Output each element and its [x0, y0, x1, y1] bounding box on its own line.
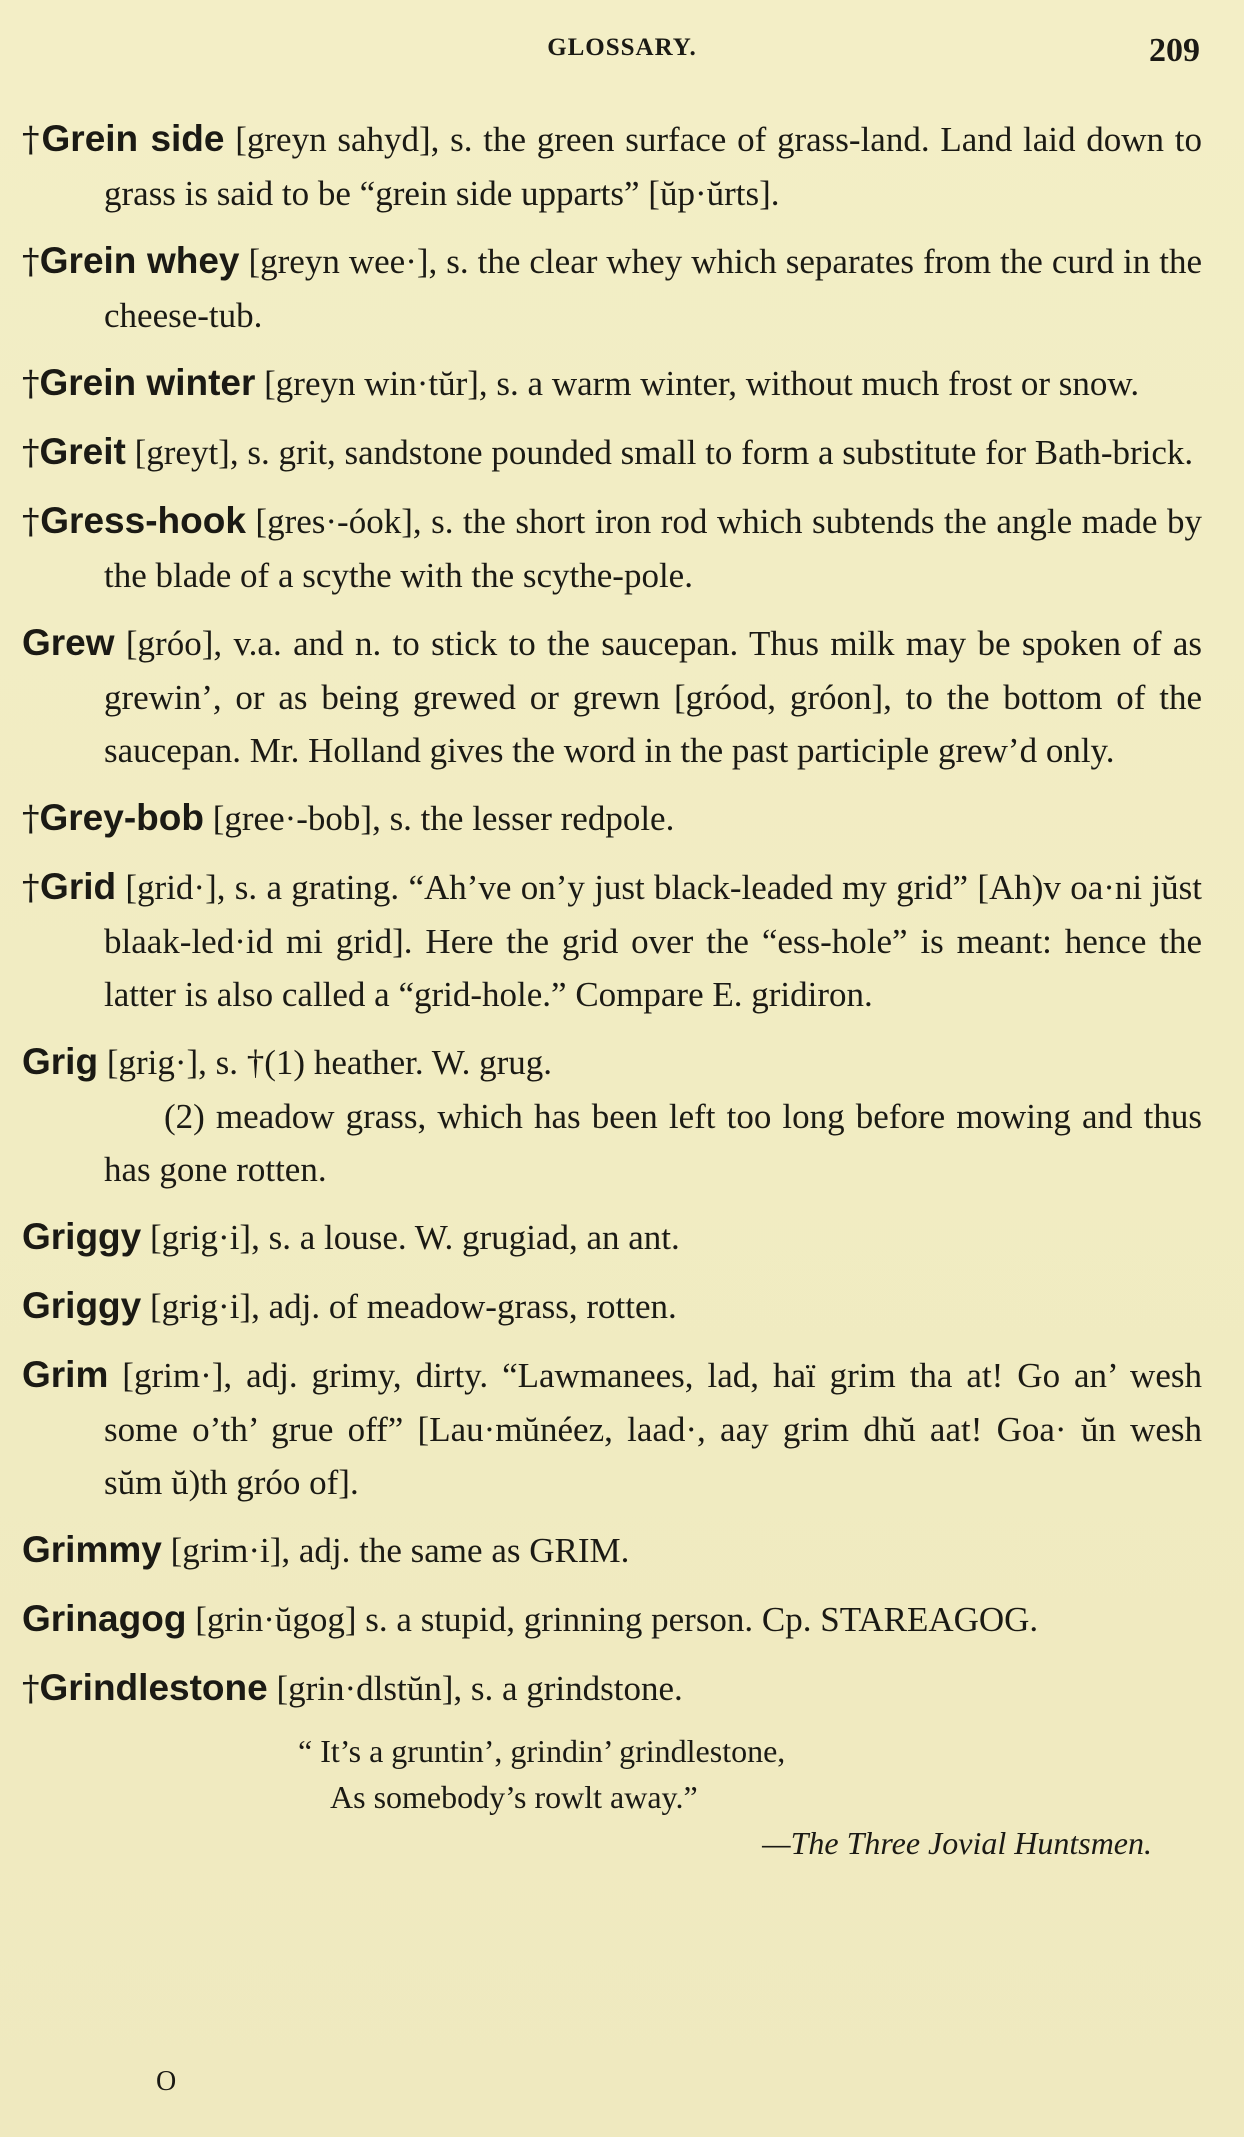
- entry-definition: [grin·ŭgog] s. a stupid, grinning person. Cp. STAREAGOG.: [186, 1600, 1039, 1639]
- dagger-mark: †: [22, 242, 40, 282]
- dagger-mark: †: [22, 433, 40, 473]
- glossary-entry: [22, 791, 1202, 846]
- quote-line: As somebody’s rowlt away.”: [330, 1779, 698, 1815]
- entry-definition: [grin·dlstŭn], s. a grindstone.: [267, 1669, 683, 1708]
- entry-definition: [grig·i], s. a louse. W. grugiad, an ant.: [141, 1218, 680, 1257]
- entry-headword: Greit: [39, 431, 126, 472]
- glossary-entries: [22, 112, 1202, 1866]
- entry-headword: Grein side: [41, 118, 225, 159]
- entry-headword: Griggy: [22, 1216, 142, 1257]
- entry-headword: Grein whey: [39, 240, 240, 281]
- glossary-entry: [22, 112, 1202, 220]
- entry-definition: [gres·-óok], s. the short iron rod which subtends the angle made by the blade of a scythe with the scythe-pole.: [104, 502, 1202, 595]
- glossary-entry: [22, 1210, 1202, 1265]
- entry-definition: [greyt], s. grit, sandstone pounded small to form a substitute for Bath-brick.: [125, 433, 1194, 472]
- dagger-mark: †: [22, 868, 41, 908]
- entry-headword: Griggy: [22, 1285, 142, 1326]
- glossary-entry: [22, 1592, 1202, 1647]
- quote-source: —The Three Jovial Huntsmen.: [762, 1825, 1152, 1861]
- glossary-entry: [22, 425, 1202, 480]
- page-number: 209: [1149, 32, 1200, 69]
- glossary-entry: [22, 1523, 1202, 1578]
- entry-headword: Grim: [22, 1354, 109, 1395]
- entry-headword: Grey-bob: [39, 797, 204, 838]
- entry-definition: (2) meadow grass, which has been left too long before mowing and thus has gone rotten.: [104, 1097, 1202, 1189]
- entry-headword: Grid: [40, 866, 117, 907]
- verse-quotation: [22, 1728, 1202, 1866]
- dagger-mark: †: [22, 1669, 40, 1709]
- dagger-mark: †: [22, 502, 41, 542]
- glossary-entry: [22, 860, 1202, 1021]
- entry-definition: [grig·i], adj. of meadow-grass, rotten.: [141, 1287, 677, 1326]
- entry-definition: [gróo], v.a. and n. to stick to the saucepan. Thus milk may be spoken of as grewin’, or as being grewed or grewn [gróod, gróon], to the bottom of the saucepan. Mr. Holland gives the word in the past participle grew’d only.: [104, 624, 1202, 770]
- entry-headword: Grein winter: [39, 362, 256, 403]
- dagger-mark: †: [22, 364, 40, 404]
- glossary-entry: [22, 1348, 1202, 1509]
- dagger-mark: †: [22, 799, 40, 839]
- entry-headword: Grew: [22, 622, 115, 663]
- page-header: [0, 32, 1244, 72]
- glossary-entry: [22, 1661, 1202, 1716]
- entry-definition: [grim·i], adj. the same as GRIM.: [161, 1531, 630, 1570]
- glossary-entry: [22, 356, 1202, 411]
- glossary-entry: [22, 1035, 1202, 1090]
- entry-definition: [greyn wee·], s. the clear whey which separates from the curd in the cheese-tub.: [104, 242, 1203, 335]
- entry-definition: [grig·], s. †(1) heather. W. grug.: [98, 1043, 552, 1082]
- glossary-subsense: [22, 1090, 1202, 1196]
- entry-definition: [gree·-bob], s. the lesser redpole.: [203, 799, 675, 838]
- dagger-mark: †: [22, 120, 42, 160]
- entry-definition: [greyn sahyd], s. the green surface of grass-land. Land laid down to grass is said to be “grein side upparts” [ŭp·ŭrts].: [104, 120, 1203, 213]
- entry-headword: Grindlestone: [39, 1667, 268, 1708]
- signature-mark: O: [156, 2066, 177, 2097]
- entry-headword: Gress-hook: [40, 500, 246, 541]
- entry-definition: [grim·], adj. grimy, dirty. “Lawmanees, lad, haï grim tha at! Go an’ wesh some o’th’ grue off” [Lau·mŭnéez, laad·, aay grim dhŭ aat! Goa· ŭn wesh sŭm ŭ)th gróo of].: [104, 1356, 1202, 1502]
- entry-definition: [greyn win·tŭr], s. a warm winter, without much frost or snow.: [255, 364, 1140, 403]
- entry-definition: [grid·], s. a grating. “Ah’ve on’y just black-leaded my grid” [Ah)v oa·ni jŭst blaak-led·id mi grid]. Here the grid over the “ess-hole” is meant: hence the latter is also called a “grid-hole.” Compare E. gridiron.: [104, 868, 1202, 1014]
- entry-headword: Grinagog: [22, 1598, 187, 1639]
- glossary-entry: [22, 494, 1202, 602]
- glossary-entry: [22, 234, 1202, 342]
- glossary-entry: [22, 1279, 1202, 1334]
- glossary-entry: [22, 616, 1202, 777]
- entry-headword: Grig: [22, 1041, 99, 1082]
- entry-headword: Grimmy: [22, 1529, 162, 1570]
- running-title: GLOSSARY.: [547, 34, 697, 61]
- quote-line: “ It’s a gruntin’, grindin’ grindlestone,: [298, 1733, 786, 1769]
